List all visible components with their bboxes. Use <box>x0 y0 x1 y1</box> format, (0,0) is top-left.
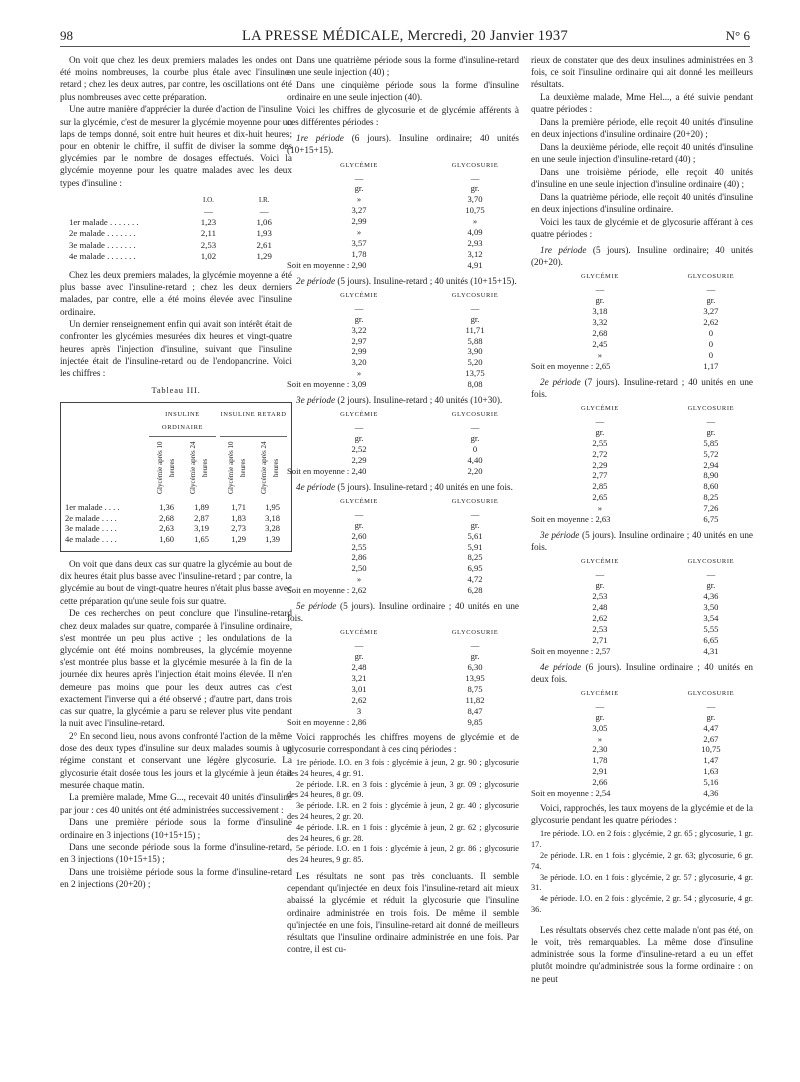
mean-row: Soit en moyenne : 2,65 1,17 <box>531 360 719 371</box>
col-header: Glycémie après 24 heures <box>189 441 210 495</box>
table-row: 2,71 6,65 <box>592 634 719 645</box>
col-header: GLYCOSURIE <box>451 161 499 169</box>
col-header: I.R. <box>258 195 270 204</box>
period-description: (5 jours). Insuline ordinaire ; 40 unités en une fois. <box>531 529 753 553</box>
period-title: 5e période <box>296 601 337 612</box>
col-header: GLYCÉMIE <box>581 405 619 413</box>
table-row: 2,60 5,61 <box>351 530 483 541</box>
paragraph: La première malade, Mme G..., recevait 40 unités d'insuline par jour : ces 40 unités ont été administrées successivement : <box>60 792 292 815</box>
mean-row: Soit en moyenne : 2,54 4,36 <box>531 788 719 799</box>
table-row: 2,55 5,85 <box>592 437 719 448</box>
table-row: 2,29 2,94 <box>592 459 719 470</box>
col-header: Glycémie après 24 heures <box>260 441 281 495</box>
table-row: 2,66 5,16 <box>592 777 719 788</box>
paragraph: Dans une troisième période sous la forme d'insuline-retard en 2 injections (20+20) ; <box>60 867 292 890</box>
paragraph: Les résultats ne sont pas très concluants. Il semble cependant qu'injectée en deux fois l'insuline-retard ait mieux abaissé la glycémie et réduit la glycosurie que l'insuline ordinaire administrée en trois fois. De même il semble qu'injectée en une fois, l'insuline-retard ait donné de meilleurs résultats que l'insuline ordinaire administrée en une fois. Par contre, il est cu- <box>287 870 519 955</box>
period-title: 1re période <box>540 245 587 256</box>
table-row: 2,50 6,95 <box>351 563 483 574</box>
paragraph: Chez les deux premiers malades, la glycémie moyenne a été plus basse avec l'insuline-retard ; chez les deux derniers malades, par contre, elle a été moins élevée avec l'insuline ordinaire. <box>60 269 292 317</box>
table-row: 2,30 10,75 <box>592 744 721 755</box>
summary-item: 4e période. I.R. en 1 fois : glycémie à jeun, 2 gr. 62 ; glycosurie des 24 heures, 6 gr. 28. <box>287 822 519 843</box>
summary-list <box>287 758 519 866</box>
col-header: GLYCOSURIE <box>687 558 735 566</box>
period-heading <box>287 600 519 624</box>
group-header: INSULINE RETARD <box>220 409 287 436</box>
glycemia-table: GLYCÉMIE GLYCOSURIE — — gr. gr. 2,52 0 2,29 4,40 Soit en moyenne : 2,40 2,20 <box>287 409 519 476</box>
period-heading <box>287 394 519 406</box>
table-row: 1er malade . . . . . . . 1,23 1,06 <box>69 217 272 228</box>
table-row: 3e malade . . . . 2,63 3,19 2,73 3,28 <box>65 523 280 534</box>
table-row: 3,05 4,47 <box>592 722 719 733</box>
table-row: 2,29 4,40 <box>351 454 483 465</box>
table-row: 3,21 13,95 <box>351 673 485 684</box>
table-row: 2,62 3,54 <box>592 612 719 623</box>
mean-row: Soit en moyenne : 2,86 9,85 <box>287 716 483 727</box>
table-row: 2e malade . . . . . . . 2,11 1,93 <box>69 228 272 239</box>
table-row: 2,48 6,30 <box>351 662 483 673</box>
paragraph: Une autre manière d'apprécier la durée d'action de l'insuline sur la glycémie, c'est de mesurer la glycémie moyenne pour un laps de temps donné, soit entre huit heures et dix-huit heures; pour en obtenir le chiffre, il suffit de diviser la somme des glycémies par le nombre de dosages effectués. Voici la glycémie moyenne pour les quatre malades avec les deux types d'insuline : <box>60 104 292 188</box>
table-row: 3e malade . . . . . . . 2,53 2,61 <box>69 239 272 250</box>
mean-glycemia-table: I.O. I.R. — — 1er malade . . . . . . . 1,23 1,06 2e malade . . . . . . . 2,11 1,93 3e malade . . . . . . . 2,53 2,61 4e malade . . . . . . . 1,02 1,29 <box>60 195 292 262</box>
table-iii <box>60 402 292 552</box>
period-title: 1re période <box>296 133 344 144</box>
paragraph: Dans une troisième période, elle reçoit 40 unités d'insuline en une seule injection d'insuline ordinaire (40) ; <box>531 166 753 190</box>
table-row: 3,32 2,62 <box>592 317 719 328</box>
col-header: GLYCÉMIE <box>340 291 378 299</box>
glycemia-table: GLYCÉMIE GLYCOSURIE — — gr. gr. 3,05 4,47 » 2,67 2,30 10,75 1,78 1,47 2,91 1,63 2,66 5,16 Soit en moyenne : 2,54 4,36 <box>531 688 753 799</box>
paragraph: Dans la première période, elle reçoit 40 unités d'insuline en deux injections d'insuline ordinaire (20+20) ; <box>531 117 753 140</box>
summary-item: 5e période. I.O. en 1 fois : glycémie à jeun, 2 gr. 86 ; glycosurie des 24 heures, 9 gr. 85. <box>287 844 519 865</box>
table-row: 2,97 5,88 <box>351 335 483 346</box>
table-row: 2,52 0 <box>351 443 478 454</box>
page-header <box>60 28 750 46</box>
table-row: 2,99 » <box>351 216 478 227</box>
table-row: 2,91 1,63 <box>592 766 719 777</box>
glycemia-table: GLYCÉMIE GLYCOSURIE — — gr. gr. 2,60 5,61 2,55 5,91 2,86 8,25 2,50 6,95 » 4,72 Soit en moyenne : 2,62 6,28 <box>287 496 519 596</box>
column-1 <box>60 54 292 891</box>
mean-row: Soit en moyenne : 2,63 6,75 <box>531 514 719 525</box>
table-row: » 0 <box>597 349 714 360</box>
col-header: GLYCOSURIE <box>687 689 735 697</box>
summary-item: 1re période. I.O. en 2 fois : glycémie, 2 gr. 65 ; glycosurie, 1 gr. 17. <box>531 829 753 850</box>
table-row: 2,65 8,25 <box>592 492 719 503</box>
paragraph: De ces recherches on peut conclure que l'insuline-retard chez deux malades sur quatre, comparée à l'insuline ordinaire, s'est montrée un peu plus active ; les ondulations de la glycémie ont été moins nombreuses, la glycémie moyenne s'est montrée plus basse et la glycémie mesurée à la fin de la journée dix heures après l'injection était moins élevée. Il n'en demeure pas moins que pour les deux autres cas c'est exactement l'inverse qui a été observé ; d'autre part, dans trois cas sur quatre, la glycémie a paru se relever plus vite pendant la nuit avec l'insuline-retard. <box>60 608 292 729</box>
col-header: GLYCOSURIE <box>451 411 499 419</box>
table-row: 1,78 1,47 <box>592 755 719 766</box>
page-number: 98 <box>60 28 73 43</box>
col-header: GLYCOSURIE <box>451 291 499 299</box>
glycemia-table: GLYCÉMIE GLYCOSURIE — — gr. gr. 3,18 3,27 3,32 2,62 2,68 0 2,45 0 » 0 Soit en moyenne : 2,65 1,17 <box>531 271 753 371</box>
glycemia-table: GLYCÉMIE GLYCOSURIE — — gr. gr. 2,55 5,85 2,72 5,72 2,29 2,94 2,77 8,90 2,85 8,60 2,65 8,25 » 7,26 Soit en moyenne : 2,63 6,75 <box>531 403 753 525</box>
paragraph: Dans une quatrième période sous la forme d'insuline-retard en une seule injection (40) ; <box>287 55 519 78</box>
period-heading <box>531 529 753 553</box>
period-title: 3e période <box>540 529 580 540</box>
period-tables <box>287 132 519 727</box>
table-row: 2,48 3,50 <box>592 602 719 613</box>
table-row: 2,62 11,82 <box>351 694 485 705</box>
paragraph: Dans une cinquième période sous la forme d'insuline ordinaire en une seule injection (40). <box>287 79 519 103</box>
table-row: » 13,75 <box>356 368 485 379</box>
col-header: GLYCÉMIE <box>581 689 619 697</box>
journal-title: LA PRESSE MÉDICALE, Mercredi, 20 Janvier 1937 <box>241 28 569 44</box>
period-tables <box>531 244 753 799</box>
table-row: 2,77 8,90 <box>592 470 719 481</box>
mean-row: Soit en moyenne : 3,09 8,08 <box>287 379 483 390</box>
period-heading <box>287 481 519 493</box>
table-row: 2e malade . . . . 2,68 2,87 1,83 3,18 <box>65 512 280 523</box>
paragraph: La deuxième malade, Mme Hel..., a été suivie pendant quatre périodes : <box>531 92 753 115</box>
mean-row: Soit en moyenne : 2,90 4,91 <box>287 259 483 270</box>
period-title: 4e période <box>296 481 336 492</box>
table-row: 3,18 3,27 <box>592 306 719 317</box>
col-header: GLYCÉMIE <box>581 273 619 281</box>
glycemia-table: GLYCÉMIE GLYCOSURIE — — gr. gr. 3,22 11,71 2,97 5,88 2,99 3,90 3,20 5,20 » 13,75 Soit en moyenne : 3,09 8,08 <box>287 290 519 390</box>
glycemia-table: GLYCÉMIE GLYCOSURIE — — gr. gr. 2,53 4,36 2,48 3,50 2,62 3,54 2,53 5,55 2,71 6,65 Soit en moyenne : 2,57 4,31 <box>531 556 753 656</box>
period-description: (5 jours). Insuline-retard ; 40 unités en une fois. <box>337 481 513 492</box>
col-header: I.O. <box>203 195 214 204</box>
period-heading <box>287 275 519 287</box>
col-header: Glycémie après 10 heures <box>226 441 247 495</box>
paragraph: Un dernier renseignement enfin qui avait son intérêt était de confronter les glycémies mesurées dix heures et vingt-quatre heures après l'injection d'insuline, suivant que l'insuline injectée était de l'insuline-retard ou de l'endopancrine. Voici les chiffres : <box>60 319 292 379</box>
period-title: 3e période <box>296 395 336 406</box>
table-row: » 2,67 <box>597 733 719 744</box>
paragraph: Les résultats observés chez cette malade n'ont pas été, on le voit, très remarquables. La même dose d'insuline administrée sous la forme d'insuline-retard a eu un effet plutôt moindre qu'administrée sous la forme ordinaire : on ne peut <box>531 924 753 984</box>
paragraph: Voici rapprochés les chiffres moyens de glycémie et de glycosurie correspondant à ces cinq périodes : <box>287 731 519 754</box>
col-header: GLYCÉMIE <box>340 497 378 505</box>
period-heading <box>531 376 753 400</box>
column-3 <box>531 54 753 985</box>
issue-number: N° 6 <box>725 28 750 43</box>
paragraph: On voit que chez les deux premiers malades les ondes ont été moins nombreuses, la courbe plus étale avec l'insuline-retard ; chez les deux autres, par contre, les oscillations ont été plus nombreuses avec cette préparation. <box>60 55 292 102</box>
period-description: (6 jours). Insuline ordinaire; 40 unités (10+15+15). <box>287 133 519 156</box>
table-row: 2,53 5,55 <box>592 623 719 634</box>
col-header: GLYCOSURIE <box>451 497 499 505</box>
col-header: GLYCOSURIE <box>451 629 499 637</box>
table-row: 2,45 0 <box>592 338 714 349</box>
paragraph: Voici, rapprochés, les taux moyens de la glycémie et de la glycosurie pendant les quatre périodes : <box>531 803 753 826</box>
table-row: » 7,26 <box>597 503 719 514</box>
table-row: 2,68 0 <box>592 327 714 338</box>
summary-item: 4e période. I.O. en 2 fois : glycémie, 2 gr. 54 ; glycosurie, 4 gr. 36. <box>531 894 753 914</box>
period-description: (2 jours). Insuline-retard ; 40 unités (10+30). <box>337 395 503 406</box>
paragraph: Voici les taux de glycémie et de glycosurie afférant à ces quatre périodes : <box>531 216 753 239</box>
summary-list <box>531 829 753 915</box>
period-title: 2e période <box>540 376 581 387</box>
table-row: 2,53 4,36 <box>592 591 719 602</box>
mean-row: Soit en moyenne : 2,62 6,28 <box>287 585 483 596</box>
table-caption: Tableau III. <box>151 385 201 396</box>
summary-item: 1re période. I.O. en 3 fois : glycémie à jeun, 2 gr. 90 ; glycosurie des 24 heures, 4 gr. 91. <box>287 758 519 778</box>
summary-item: 2e période. I.R. en 1 fois : glycémie, 2 gr. 63; glycosurie, 6 gr. 74. <box>531 851 753 871</box>
header-rule <box>60 46 750 47</box>
period-title: 4e période <box>540 661 582 672</box>
col-header: Glycémie après 10 heures <box>155 441 176 495</box>
mean-row: Soit en moyenne : 2,40 2,20 <box>287 465 483 476</box>
table-row: » 3,70 <box>356 194 483 205</box>
summary-item: 3e période. I.R. en 2 fois : glycémie à jeun, 2 gr. 40 ; glycosurie des 24 heures, 2 gr. 20. <box>287 801 519 821</box>
col-header: GLYCÉMIE <box>340 161 378 169</box>
table-row: 3,57 2,93 <box>351 237 483 248</box>
col-header: GLYCOSURIE <box>687 273 735 281</box>
period-heading <box>287 132 519 156</box>
table-row: 3,01 8,75 <box>351 683 483 694</box>
table-row: 2,99 3,90 <box>351 346 483 357</box>
col-header: GLYCÉMIE <box>340 629 378 637</box>
summary-item: 3e période. I.O. en 1 fois : glycémie, 2 gr. 57 ; glycosurie, 4 gr. 31. <box>531 872 753 893</box>
paragraph: Dans une première période sous la forme d'insuline ordinaire en 3 injections (10+15+15) ; <box>60 817 292 840</box>
table-row: 2,55 5,91 <box>351 541 483 552</box>
period-heading <box>531 661 753 685</box>
paragraph: Dans la deuxième période, elle reçoit 40 unités d'insuline en une seule injection d'insuline-retard (40) ; <box>531 141 753 165</box>
table-row: » 4,09 <box>356 227 483 238</box>
paragraph: Dans la quatrième période, elle reçoit 40 unités d'insuline en deux injections d'insuline ordinaire. <box>531 191 753 214</box>
summary-item: 2e période. I.R. en 3 fois : glycémie à jeun, 3 gr. 09 ; glycosurie des 24 heures, 8 gr. 09. <box>287 779 519 800</box>
paragraph: 2° En second lieu, nous avons confronté l'action de la même dose des deux types d'insuline sur deux malades soumis à un régime constant et conservant une légère glycosurie. La glycosurie était dosée tous les jours et la glycémie à jeun était mesurée chaque matin. <box>60 730 292 790</box>
col-header: GLYCÉMIE <box>340 411 378 419</box>
paragraph: Dans une seconde période sous la forme d'insuline-retard, en 3 injections (10+15+15) ; <box>60 842 292 865</box>
table-row: 2,86 8,25 <box>351 552 483 563</box>
table-row: 2,85 8,60 <box>592 481 719 492</box>
table-row: 3,27 10,75 <box>351 205 485 216</box>
period-description: (5 jours). Insuline ordinaire ; 40 unités en une fois. <box>287 601 519 624</box>
paragraph: Voici les chiffres de glycosurie et de glycémie afférents à ces différentes périodes : <box>287 104 519 128</box>
table-row: 2,72 5,72 <box>592 448 719 459</box>
col-header: GLYCÉMIE <box>581 558 619 566</box>
glycemia-table: GLYCÉMIE GLYCOSURIE — — gr. gr. 2,48 6,30 3,21 13,95 3,01 8,75 2,62 11,82 3 8,47 Soit en moyenne : 2,86 9,85 <box>287 627 519 727</box>
period-description: (7 jours). Insuline-retard ; 40 unités en une fois. <box>531 376 753 399</box>
table-row: 4e malade . . . . 1,60 1,65 1,29 1,39 <box>65 534 280 545</box>
paragraph: rieux de constater que des deux insulines administrées en 3 fois, ce soit l'insuline ordinaire qui ait donné les meilleurs résultats. <box>531 55 753 90</box>
table-row: » 4,72 <box>356 574 483 585</box>
col-header: GLYCOSURIE <box>687 405 735 413</box>
table-row: 4e malade . . . . . . . 1,02 1,29 <box>69 250 272 261</box>
glycemia-table: GLYCÉMIE GLYCOSURIE — — gr. gr. » 3,70 3,27 10,75 2,99 » » 4,09 3,57 2,93 1,78 3,12 Soit en moyenne : 2,90 4,91 <box>287 160 519 271</box>
period-description: (5 jours). Insuline ordinaire; 40 unités (20+20). <box>531 245 753 268</box>
period-description: (6 jours). Insuline ordinaire ; 40 unités en deux fois. <box>531 661 753 684</box>
table-row: 3 8,47 <box>356 705 483 716</box>
column-2 <box>287 54 519 956</box>
table-row: 1,78 3,12 <box>351 248 483 259</box>
period-description: (5 jours). Insuline-retard ; 40 unités (10+15+15). <box>337 275 517 286</box>
table-row: 3,22 11,71 <box>351 324 485 335</box>
table-row: 1er malade . . . . 1,36 1,89 1,71 1,95 <box>65 501 280 512</box>
period-title: 2e période <box>296 275 336 286</box>
table-row: 3,20 5,20 <box>351 357 483 368</box>
period-heading <box>531 244 753 268</box>
mean-row: Soit en moyenne : 2,57 4,31 <box>531 645 719 656</box>
group-header: INSULINE ORDINAIRE <box>149 409 216 436</box>
paragraph: On voit que dans deux cas sur quatre la glycémie au bout de dix heures était plus basse avec l'insuline-retard ; par contre, la glycémie au bout de vingt-quatre heures n'était plus basse avec cette préparation qu'une seule fois sur quatre. <box>60 559 292 606</box>
